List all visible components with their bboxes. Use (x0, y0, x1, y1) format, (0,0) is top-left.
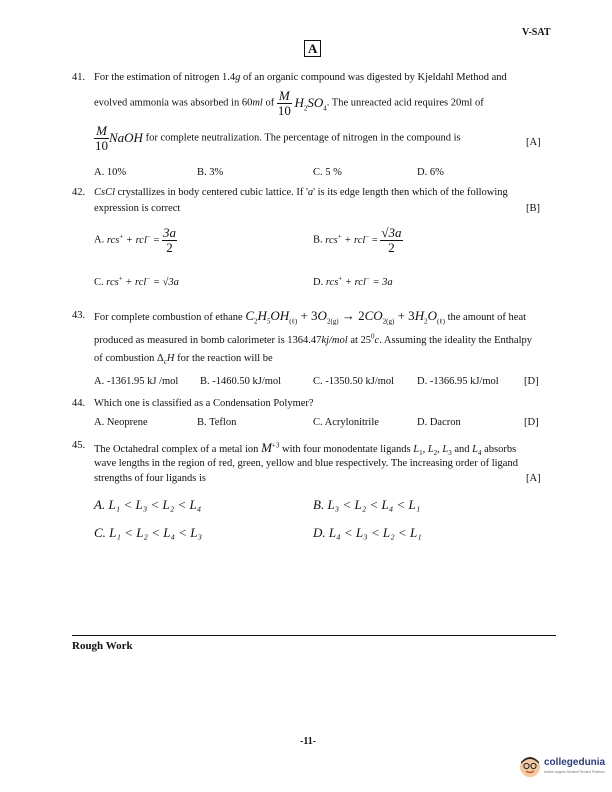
q41-line3: $\frac{M}{10}$ NaOH for complete neutralization. The percentage of nitrogen in the compound is (95, 123, 461, 153)
q42-number: 42. (72, 187, 86, 198)
q45-answer: [A] (526, 473, 541, 484)
q45-line2: wave lengths in the region of red, green, yellow and blue respectively. The increasing order of ligand (94, 458, 518, 469)
q41-option-b: B. 3% (197, 167, 224, 178)
page-number: -11- (300, 736, 317, 747)
q41-option-a: A. 10% (94, 167, 127, 178)
q42-option-b: B. rcs+ + rcl− = $\frac{√3a}{2}$ (313, 225, 402, 255)
q41-fraction: $\frac{M}{10}$ (277, 88, 291, 118)
q43-option-c: C. -1350.50 kJ/mol (313, 376, 395, 387)
q41-line1: For the estimation of nitrogen 1.4g of an organic compound was digested by Kjeldahl Method and (94, 72, 507, 83)
q45-line3: strengths of four ligands is (94, 473, 206, 484)
brand-tagline: India's largest Student Review Platform (544, 770, 605, 774)
brand-name: collegedunia (544, 757, 606, 768)
q43-answer: [D] (524, 376, 539, 387)
q43-option-d: D. -1366.95 kJ/mol (417, 376, 499, 387)
q44-answer: [D] (524, 417, 539, 428)
rough-work-rule (72, 635, 556, 636)
q44-number: 44. (72, 398, 86, 409)
q41-line2: evolved ammonia was absorbed in 60ml of $\frac{M}{10}$ $H_2SO_4$. The unreacted acid requires 20ml of (94, 88, 484, 118)
set-box: A (304, 40, 321, 57)
q42-option-c: C. rcs+ + rcl− = √3a (94, 274, 179, 288)
q44-option-d: D. Dacron (417, 417, 461, 428)
q45-option-c: C. L₁ < L₂ < L₄ < L₃ (94, 525, 202, 540)
q45-option-a: A. L₁ < L₃ < L₂ < L₄ (94, 497, 202, 512)
q45-number: 45. (72, 440, 86, 451)
q43-number: 43. (72, 310, 86, 321)
q45-option-b: B. L₃ < L₂ < L₄ < L₁ (313, 497, 421, 512)
q42-option-a: A. rcs+ + rcl− = $\frac{3a}{2}$ (94, 225, 176, 255)
q41-naoh-fraction: $\frac{M}{10}$ (95, 123, 108, 153)
q43-option-b: B. -1460.50 kJ/mol (200, 376, 282, 387)
q42-option-d: D. rcs+ + rcl− = 3a (313, 274, 393, 288)
q42-line2: expression is correct (94, 203, 181, 214)
q42-answer: [B] (526, 203, 540, 214)
rough-work-label: Rough Work (72, 640, 133, 652)
q41-option-d: D. 6% (417, 167, 444, 178)
collegedunia-logo (519, 754, 609, 782)
q45-option-d: D. L₄ < L₃ < L₂ < L₁ (313, 525, 422, 540)
mascot-icon (519, 756, 541, 778)
q44-option-c: C. Acrylonitrile (313, 417, 379, 428)
q41-number: 41. (72, 72, 86, 83)
q41-answer: [A] (526, 137, 541, 148)
q44-option-b: B. Teflon (197, 417, 237, 428)
q43-line3: of combustion $\Delta_cH$ for the reaction will be (94, 353, 273, 367)
q42-line1: CsCl crystallizes in body centered cubic lattice. If 'a' is its edge length then which of the following (94, 187, 508, 198)
q45-line1: The Octahedral complex of a metal ion $M^{+3}$ with four monodentate ligands $L_1$, $L_2$, $L_3$ and $L_4$ absorbs (94, 440, 517, 458)
q43-line2: produced as measured in bomb calorimeter is 1364.47kj/mol at $25^0c$. Assuming the ideality the Enthalpy (94, 332, 533, 346)
q43-line1: For complete combustion of ethane $C_2H_5OH_{(\ell)} + 3O_{2(g)} \to 2CO_{2(g)} + 3H_2O_{(\ell)}$ the amount of heat (94, 308, 527, 326)
q44-option-a: A. Neoprene (94, 417, 148, 428)
q41-option-c: C. 5 % (313, 167, 342, 178)
exam-code: V-SAT (522, 27, 551, 38)
q44-question: Which one is classified as a Condensation Polymer? (94, 398, 314, 409)
q43-option-a: A. -1361.95 kJ /mol (94, 376, 179, 387)
